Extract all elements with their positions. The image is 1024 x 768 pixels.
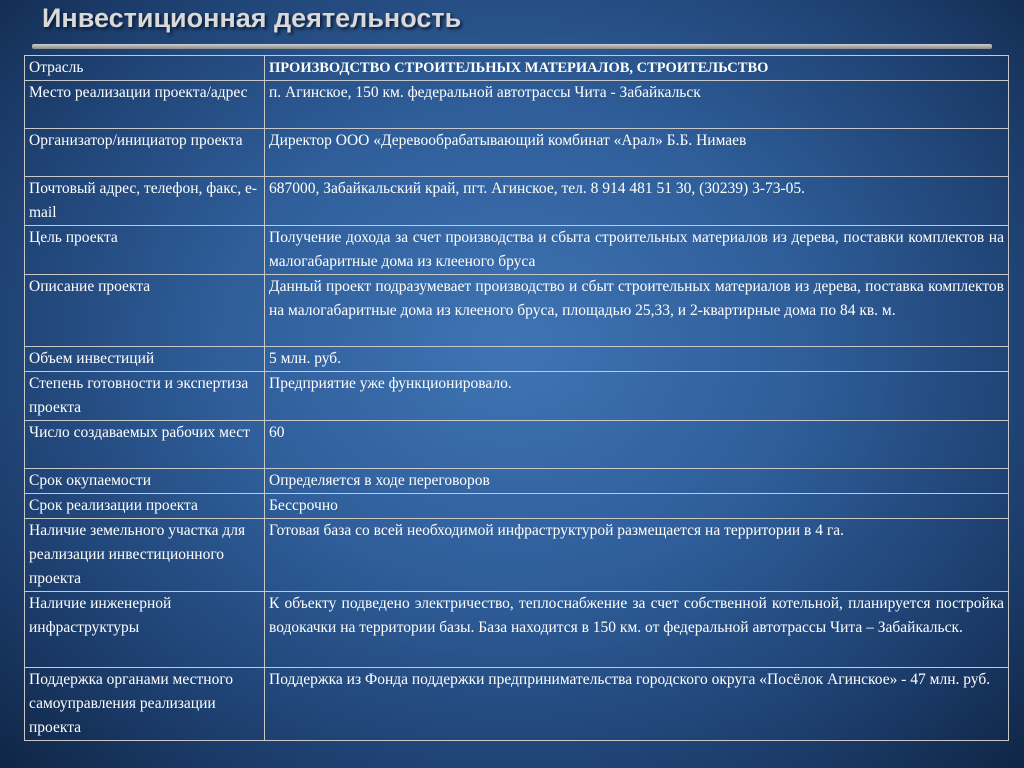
table-row	[25, 469, 1009, 494]
project-info-table	[24, 55, 1009, 741]
row-value: Получение дохода за счет производства и сбыта строительных материалов из дерева, поставки комплектов на малогабаритные дома из клееного бруса	[265, 226, 1009, 275]
table-row	[25, 519, 1009, 592]
table-row	[25, 129, 1009, 177]
row-label: Цель проекта	[25, 226, 265, 275]
row-label: Наличие инженерной инфраструктуры	[25, 592, 265, 668]
table-row	[25, 81, 1009, 129]
table-row	[25, 592, 1009, 668]
row-label: Почтовый адрес, телефон, факс, e-mail	[25, 177, 265, 226]
row-label: Описание проекта	[25, 275, 265, 347]
row-value: 687000, Забайкальский край, пгт. Агинское, тел. 8 914 481 51 30, (30239) 3-73-05.	[265, 177, 1009, 226]
row-label: Наличие земельного участка для реализации инвестиционного проекта	[25, 519, 265, 592]
table-row	[25, 421, 1009, 469]
row-value: Поддержка из Фонда поддержки предпринимательства городского округа «Посёлок Агинское» - 47 млн. руб.	[265, 668, 1009, 741]
row-label: Место реализации проекта/адрес	[25, 81, 265, 129]
row-value: Определяется в ходе переговоров	[265, 469, 1009, 494]
table-row	[25, 668, 1009, 741]
row-label: Поддержка органами местного самоуправления реализации проекта	[25, 668, 265, 741]
table-row	[25, 177, 1009, 226]
row-label: Организатор/инициатор проекта	[25, 129, 265, 177]
row-label: Срок окупаемости	[25, 469, 265, 494]
page-title: Инвестиционная деятельность	[42, 3, 462, 33]
row-value: Бессрочно	[265, 494, 1009, 519]
row-value: Готовая база со всей необходимой инфраструктурой размещается на территории в 4 га.	[265, 519, 1009, 592]
row-value: К объекту подведено электричество, теплоснабжение за счет собственной котельной, планируется постройка водокачки на территории базы. База находится в 150 км. от федеральной автотрассы Чита – Забайкальск.	[265, 592, 1009, 668]
table-row	[25, 56, 1009, 81]
row-value: Предприятие уже функционировало.	[265, 372, 1009, 421]
row-value: ПРОИЗВОДСТВО СТРОИТЕЛЬНЫХ МАТЕРИАЛОВ, СТРОИТЕЛЬСТВО	[265, 56, 1009, 81]
table-row	[25, 347, 1009, 372]
row-label: Число создаваемых рабочих мест	[25, 421, 265, 469]
row-value: Директор ООО «Деревообрабатывающий комбинат «Арал» Б.Б. Нимаев	[265, 129, 1009, 177]
table-row	[25, 226, 1009, 275]
row-value: 60	[265, 421, 1009, 469]
table-row	[25, 275, 1009, 347]
row-label: Срок реализации проекта	[25, 494, 265, 519]
row-label: Объем инвестиций	[25, 347, 265, 372]
table-row	[25, 372, 1009, 421]
row-value: Данный проект подразумевает производство и сбыт строительных материалов из дерева, поставка комплектов на малогабаритные дома из клееного бруса, площадью 25,33, и 2-квартирные дома по 84 кв. м.	[265, 275, 1009, 347]
row-label: Степень готовности и экспертиза проекта	[25, 372, 265, 421]
title-divider	[32, 44, 992, 49]
row-value: п. Агинское, 150 км. федеральной автотрассы Чита - Забайкальск	[265, 81, 1009, 129]
table-row	[25, 494, 1009, 519]
row-value: 5 млн. руб.	[265, 347, 1009, 372]
row-label: Отрасль	[25, 56, 265, 81]
